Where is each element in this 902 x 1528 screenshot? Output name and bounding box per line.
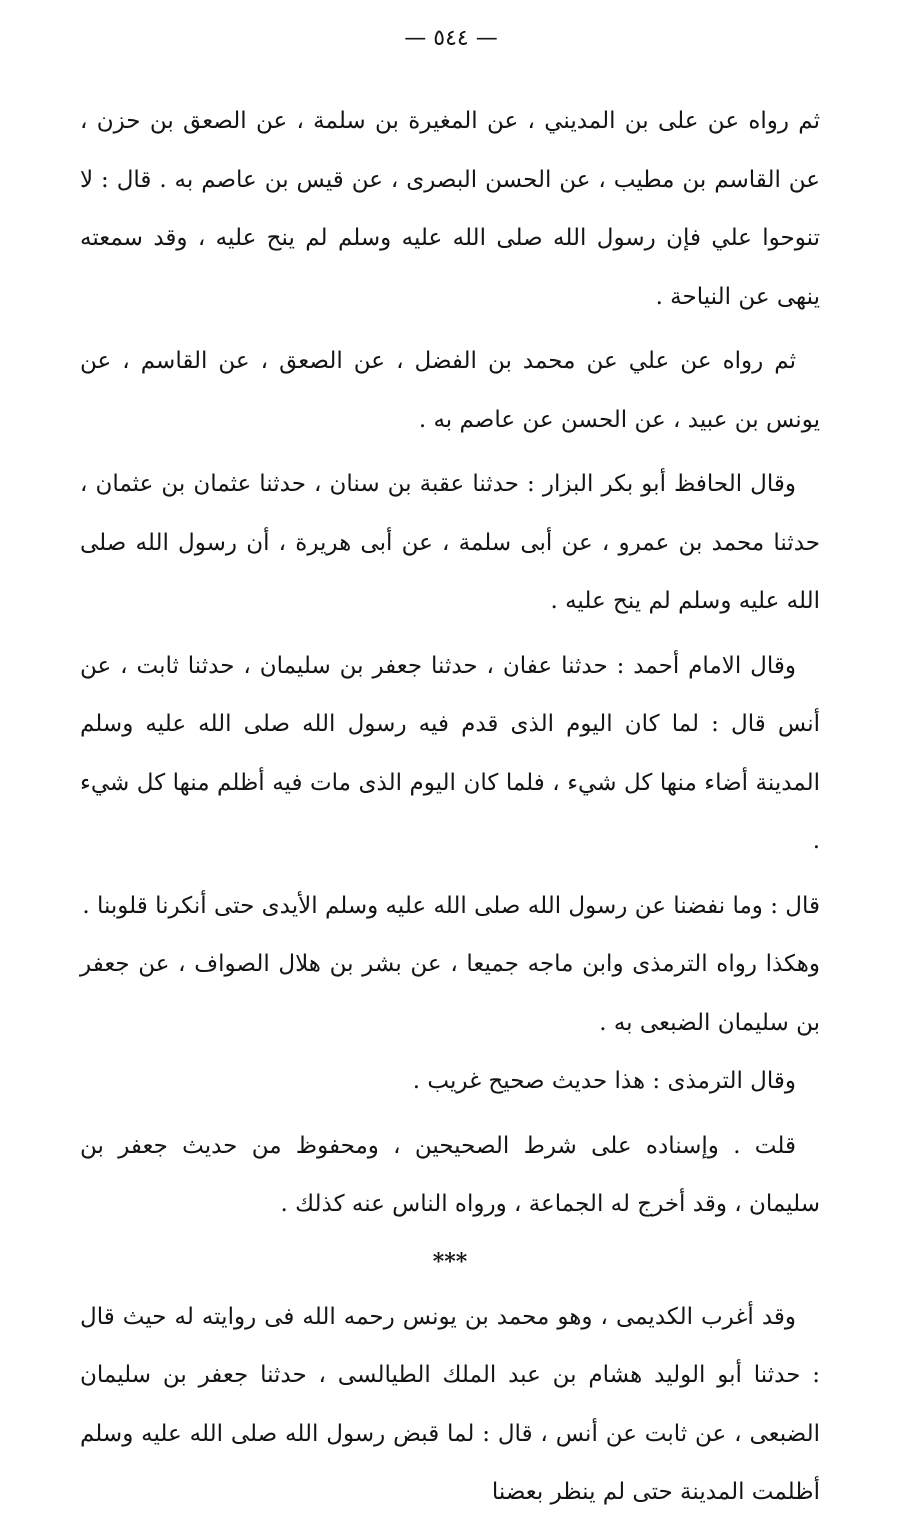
paragraph-5: قال : وما نفضنا عن رسول الله صلى الله عليه وسلم الأيدى حتى أنكرنا قلوبنا . — [82, 892, 820, 919]
paragraph-2: ثم رواه عن علي عن محمد بن الفضل ، عن الصعق ، عن القاسم ، عن يونس بن عبيد ، عن الحسن عن عاصم به . — [80, 348, 820, 433]
paragraph-9: وقد أغرب الكديمى ، وهو محمد بن يونس رحمه الله فى روايته له حيث قال : حدثنا أبو الوليد هشام بن عبد الملك الطيالسى ، حدثنا جعفر بن سليمان الضبعى ، عن ثابت عن أنس ، قال : لما قبض رسول الله صلى الله عليه وسلم أظلمت المدينة حتى لم ينظر بعضنا — [80, 1303, 820, 1505]
paragraph-7: وقال الترمذى : هذا حديث صحيح غريب . — [412, 1068, 796, 1094]
paragraph-3: وقال الحافظ أبو بكر البزار : حدثنا عقبة بن سنان ، حدثنا عثمان بن عثمان ، حدثنا محمد بن عمرو ، عن أبى سلمة ، عن أبى هريرة ، أن رسول الله صلى الله عليه وسلم لم ينح عليه . — [80, 471, 820, 614]
paragraph-6: وهكذا رواه الترمذى وابن ماجه جميعا ، عن بشر بن هلال الصواف ، عن جعفر بن سليمان الضبعى به . — [80, 951, 820, 1036]
page-number: — ٥٤٤ — — [404, 26, 498, 51]
text-body — [80, 92, 820, 1528]
section-separator: *** — [432, 1248, 468, 1275]
paragraph-1: ثم رواه عن على بن المديني ، عن المغيرة بن سلمة ، عن الصعق بن حزن ، عن القاسم بن مطيب ، عن الحسن البصرى ، عن قيس بن عاصم به . قال : لا تنوحوا علي فإن رسول الله صلى الله عليه وسلم لم ينح عليه ، وقد سمعته ينهى عن النياحة . — [80, 108, 820, 310]
paragraph-8: قلت . وإسناده على شرط الصحيحين ، ومحفوظ من حديث جعفر بن سليمان ، وقد أخرج له الجماعة ، ورواه الناس عنه كذلك . — [80, 1132, 820, 1217]
paragraph-4: وقال الامام أحمد : حدثنا عفان ، حدثنا جعفر بن سليمان ، حدثنا ثابت ، عن أنس قال : لما كان اليوم الذى قدم فيه رسول الله صلى الله عليه وسلم المدينة أضاء منها كل شيء ، فلما كان اليوم الذى مات فيه أظلم منها كل شيء . — [80, 652, 820, 854]
